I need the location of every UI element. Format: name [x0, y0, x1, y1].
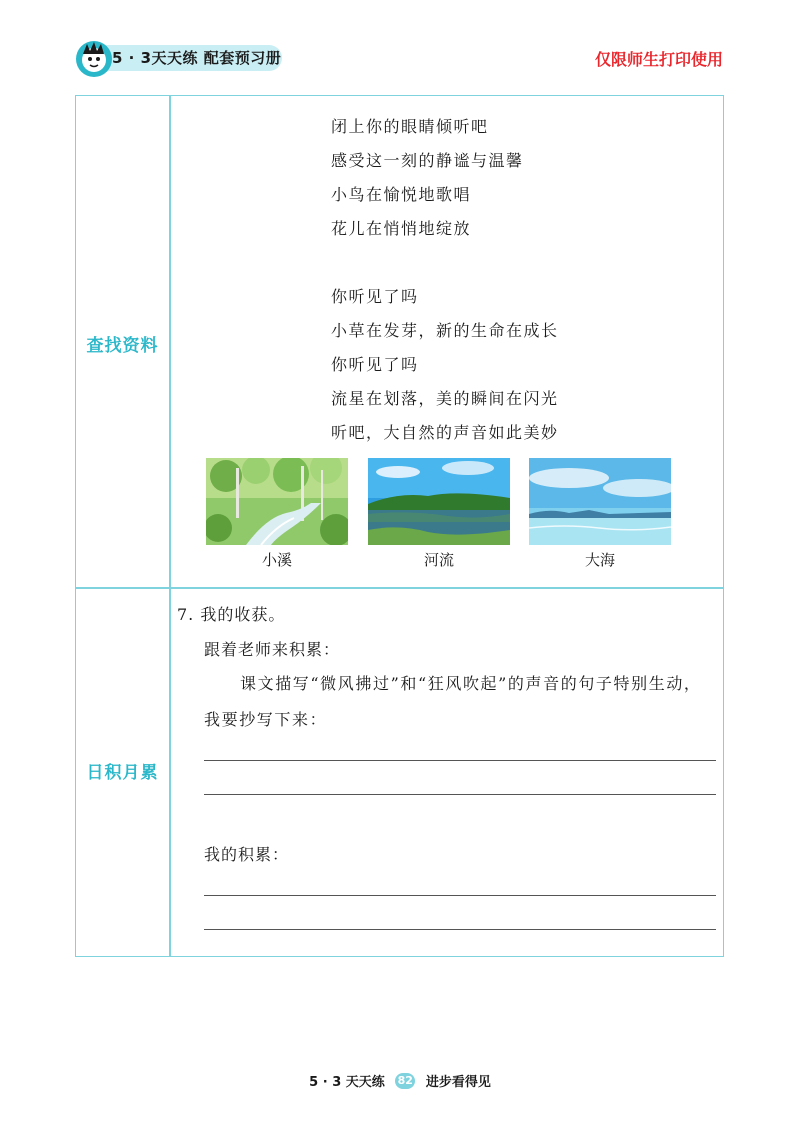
river-photo [368, 458, 510, 545]
poem-line: 流星在划落，美的瞬间在闪光 [331, 389, 559, 408]
question-prompt: 跟着老师来积累： [204, 640, 341, 659]
sea-photo [529, 458, 671, 545]
footer-slogan: 进步看得见 [425, 1075, 491, 1090]
my-accumulation-label: 我的积累： [204, 845, 290, 864]
question-body-text: 课文描写“微风拂过”和“狂风吹起”的声音的句子特别生动，我要抄写下来： [204, 674, 702, 729]
poem [331, 110, 559, 450]
answer-line[interactable] [204, 794, 716, 795]
photo-caption: 小溪 [261, 551, 292, 569]
column-divider [169, 96, 171, 956]
stanza-gap [331, 246, 559, 280]
footer-brand: 5 · 3 天天练 [309, 1075, 385, 1090]
poem-line: 小鸟在愉悦地歌唱 [331, 185, 472, 204]
poem-line: 花儿在悄悄地绽放 [331, 219, 472, 238]
page-footer [0, 1071, 800, 1095]
section-label-accumulate: 日积月累 [86, 763, 159, 783]
answer-line[interactable] [204, 929, 716, 930]
poem-line: 听吧，大自然的声音如此美妙 [331, 423, 559, 442]
poem-line: 感受这一刻的静谧与温馨 [331, 151, 524, 170]
answer-line[interactable] [204, 760, 716, 761]
mascot-icon [74, 38, 114, 78]
poem-line: 小草在发芽，新的生命在成长 [331, 321, 559, 340]
page-header [0, 0, 800, 80]
answer-line[interactable] [204, 895, 716, 896]
section-label-find: 查找资料 [86, 336, 159, 356]
page-number: 82 [395, 1073, 415, 1089]
poem-line: 闭上你的眼睛倾听吧 [331, 117, 489, 136]
question-body [204, 666, 716, 738]
worksheet-table [75, 95, 724, 957]
print-notice: 仅限师生打印使用 [594, 50, 723, 69]
photo-caption: 河流 [423, 551, 454, 569]
poem-line: 你听见了吗 [331, 287, 419, 306]
question-title: 7. 我的收获。 [177, 605, 286, 624]
stream-photo [206, 458, 348, 545]
row-divider [76, 587, 723, 589]
brand-title: 5 · 3天天练 配套预习册 [112, 49, 282, 67]
poem-line: 你听见了吗 [331, 355, 419, 374]
photo-caption: 大海 [584, 551, 615, 569]
